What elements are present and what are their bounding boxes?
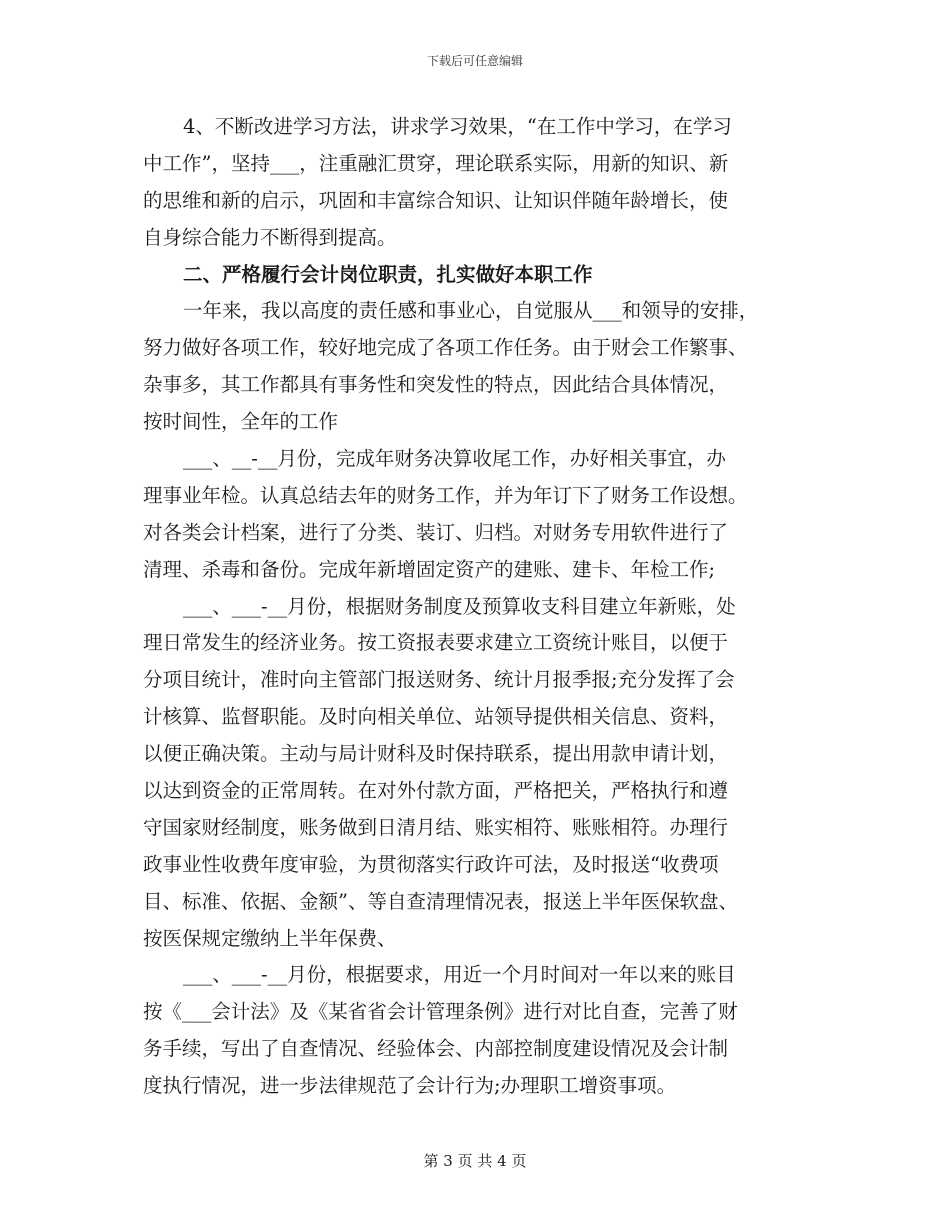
paragraph-line: 理日常发生的经济业务。按工资报表要求建立工资统计账目，以便于	[143, 631, 729, 655]
paragraph-line: 政事业性收费年度审验，为贯彻落实行政许可法，及时报送“收费项	[143, 852, 719, 876]
paragraph-line: 对各类会计档案，进行了分类、装订、归档。对财务专用软件进行了	[143, 520, 729, 544]
paragraph-line: 度执行情况，进一步法律规范了会计行为;办理职工增资事项。	[143, 1074, 677, 1098]
paragraph-line: ___、__-__月份，完成年财务决算收尾工作，办好相关事宜，办	[183, 447, 726, 471]
section-heading: 二、严格履行会计岗位职责，扎实做好本职工作	[183, 262, 593, 286]
header-note: 下载后可任意编辑	[426, 54, 523, 68]
paragraph-line: ___、___-__月份，根据要求，用近一个月时间对一年以来的账目	[183, 963, 736, 987]
paragraph-line: 一年来，我以高度的责任感和事业心，自觉服从___和领导的安排，	[183, 299, 759, 323]
paragraph-line: ___、___-__月份，根据财务制度及预算收支科目建立年新账，处	[183, 594, 736, 618]
paragraph-line: 努力做好各项工作，较好地完成了各项工作任务。由于财会工作繁事、	[143, 336, 748, 360]
paragraph-line: 务手续，写出了自查情况、经验体会、内部控制度建设情况及会计制	[143, 1037, 729, 1061]
paragraph-line: 清理、杀毒和备份。完成年新增固定资产的建账、建卡、年检工作;	[143, 557, 716, 581]
paragraph-line: 目、标准、依据、金额”、等自查清理情况表，报送上半年医保软盘、	[143, 889, 738, 913]
paragraph-line: 理事业年检。认真总结去年的财务工作，并为年订下了财务工作设想。	[143, 483, 748, 507]
page-footer: 第 3 页 共 4 页	[423, 1152, 527, 1170]
paragraph-line: 的思维和新的启示，巩固和丰富综合知识、让知识伴随年龄增长，使	[143, 188, 729, 212]
paragraph-line: 守国家财经制度，账务做到日清月结、账实相符、账账相符。办理行	[143, 815, 729, 839]
paragraph-line: 中工作”，坚持___，注重融汇贯穿，理论联系实际，用新的知识、新	[143, 151, 729, 175]
paragraph-line: 以便正确决策。主动与局计财科及时保持联系，提出用款申请计划，	[143, 742, 729, 766]
paragraph-line: 按医保规定缴纳上半年保费、	[143, 926, 397, 950]
paragraph-line: 按《___会计法》及《某省省会计管理条例》进行对比自查，完善了财	[143, 1000, 738, 1024]
paragraph-line: 自身综合能力不断得到提高。	[143, 225, 397, 249]
paragraph-line: 按时间性，全年的工作	[143, 410, 339, 434]
paragraph-line: 计核算、监督职能。及时向相关单位、站领导提供相关信息、资料，	[143, 705, 729, 729]
paragraph-line: 杂事多，其工作都具有事务性和突发性的特点，因此结合具体情况，	[143, 373, 729, 397]
paragraph-line: 以达到资金的正常周转。在对外付款方面，严格把关，严格执行和遵	[143, 779, 729, 803]
document-body	[143, 109, 813, 1105]
paragraph-line: 分项目统计，准时向主管部门报送财务、统计月报季报;充分发挥了会	[143, 668, 735, 692]
paragraph-line: 4、不断改进学习方法，讲求学习效果，“在工作中学习，在学习	[183, 115, 732, 138]
